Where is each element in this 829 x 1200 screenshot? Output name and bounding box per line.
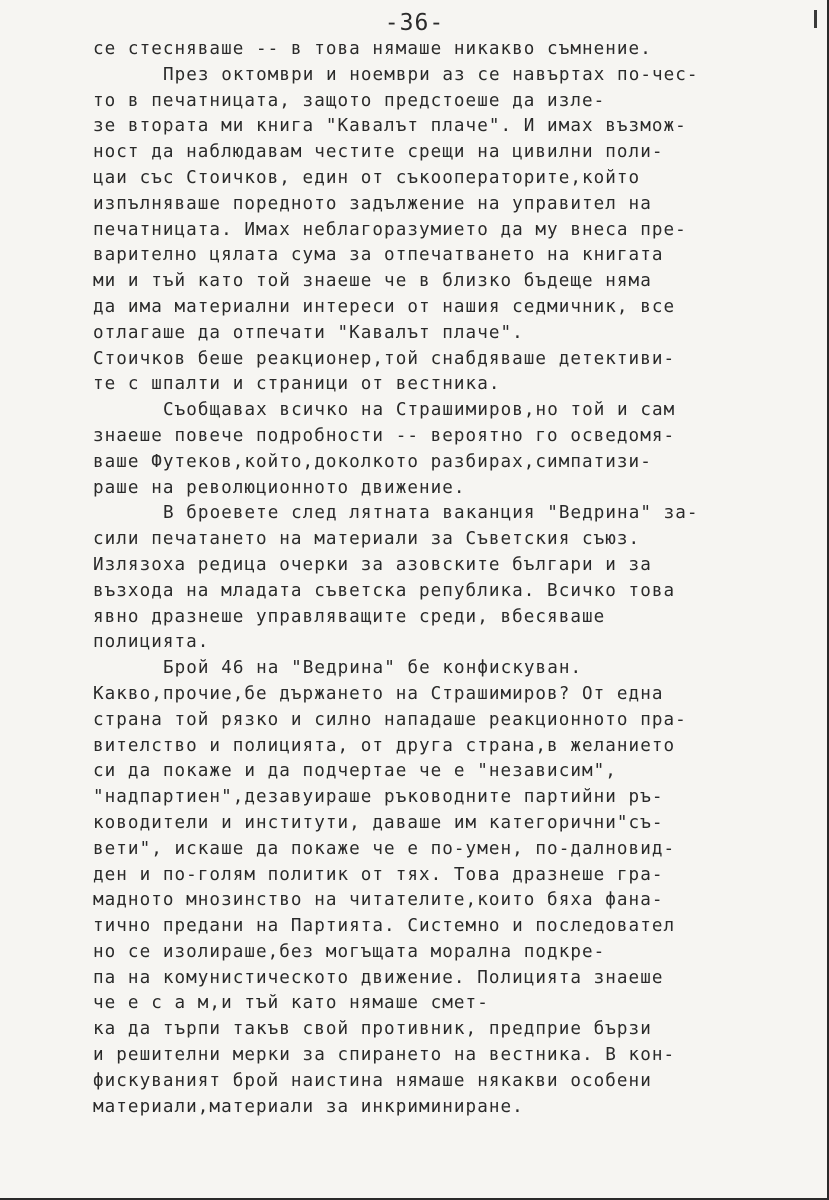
- text-line: Стоичков беше реакционер,той снабдяваше детективи-: [93, 348, 676, 369]
- text-line: ка да търпи такъв свой противник, предприе бързи: [93, 1019, 652, 1040]
- text-line: ми и тъй като той знаеше че в близко бъдеще няма: [93, 271, 652, 292]
- text-line: и решителни мерки за спирането на вестника. В кон-: [93, 1045, 676, 1066]
- text-line: отлагаше да отпечати "Кавалът плаче".: [93, 322, 524, 343]
- text-line: Брой 46 на "Ведрина" бе конфискуван.: [163, 658, 583, 679]
- text-line: вителство и полицията, от друга страна,в желанието: [93, 735, 676, 756]
- text-line: През октомври и ноември аз се навъртах по-чес-: [163, 64, 699, 85]
- text-line: фискуваният брой наистина нямаше някакви особени: [93, 1070, 652, 1091]
- text-line: страна той рязко и силно нападаше реакционното пра-: [93, 709, 687, 730]
- text-line: вети", искаше да покаже че е по-умен, по-далновид-: [93, 838, 676, 859]
- text-line: печатницата. Имах неблагоразумието да му внеса пре-: [93, 219, 687, 240]
- text-line: но се изолираше,без могъщата морална подкре-: [93, 941, 606, 962]
- text-line: ваше Футеков,който,доколкото разбирах,симпатизи-: [93, 451, 652, 472]
- text-line: полицията.: [93, 632, 210, 653]
- text-line: ден и по-голям политик от тях. Това дразнеше гра-: [93, 864, 664, 885]
- text-line: се стесняваше -- в това нямаше никакво съмнение.: [93, 39, 652, 59]
- text-line: Излязоха редица очерки за азовските българи и за: [93, 554, 652, 575]
- text-line: раше на революционното движение.: [93, 477, 466, 498]
- text-line: Какво,прочие,бе държането на Страшимиров? От една: [93, 683, 664, 704]
- text-line: явно дразнеше управляващите среди, вбесяваше: [93, 606, 606, 627]
- text-line: варително цялата сума за отпечатването на книгата: [93, 245, 664, 266]
- text-line: възхода на младата съветска република. Всичко това: [93, 580, 676, 601]
- page-number: -36-: [384, 10, 445, 36]
- text-line: тично предани на Партията. Системно и последовател: [93, 916, 676, 937]
- text-line: ност да наблюдавам честите срещи на цивилни поли-: [93, 142, 664, 163]
- text-line: знаеше повече подробности -- вероятно го осведомя-: [93, 425, 676, 446]
- text-line: Съобщавах всичко на Страшимиров,но той и сам: [163, 400, 676, 421]
- text-line: материали,материали за инкриминиране.: [93, 1096, 524, 1117]
- text-line: си да покаже и да подчертае че е "независим",: [93, 761, 617, 782]
- text-line: те с шпалти и страници от вестника.: [93, 374, 501, 395]
- text-line: зе втората ми книга "Кавалът плаче". И имах възмож-: [93, 116, 687, 137]
- text-line: цаи със Стоичков, един от съкооператорите,който: [93, 167, 641, 188]
- text-line: ководители и институти, даваше им категорични"съ-: [93, 812, 664, 833]
- body-text: [93, 37, 813, 1120]
- text-line: сили печатането на материали за Съветския съюз.: [93, 529, 641, 550]
- text-line: "надпартиен",дезавуираше ръководните партийни ръ-: [93, 787, 664, 808]
- text-line: изпълняваше поредното задължение на управител на: [93, 193, 652, 214]
- text-line: то в печатницата, защото предстоеше да изле-: [93, 90, 606, 111]
- text-line: па на комунистическото движение. Полицията знаеше: [93, 967, 664, 988]
- text-line: да има материални интереси от нашия седмичник, все: [93, 296, 676, 317]
- text-line: В броевете след лятната ваканция "Ведрина" за-: [163, 503, 699, 524]
- text-line: че е с а м,и тъй като нямаше смет-: [93, 993, 489, 1014]
- text-line: мадното мнозинство на читателите,които бяха фана-: [93, 890, 664, 911]
